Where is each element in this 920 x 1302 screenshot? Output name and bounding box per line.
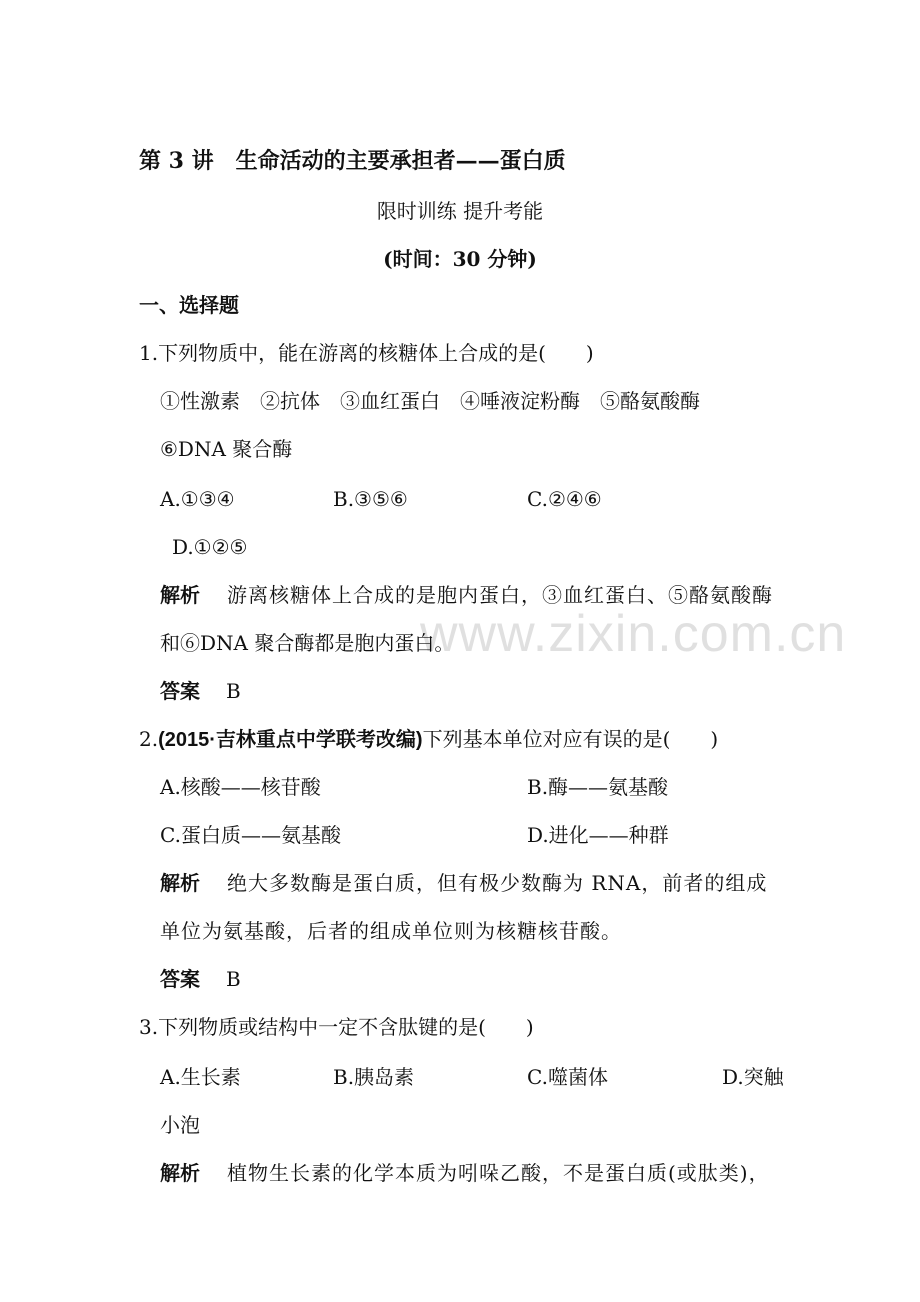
- q3-option-d-continued: 小泡: [160, 1113, 200, 1137]
- q2-stem-source: (2015·吉林重点中学联考改编): [158, 729, 423, 751]
- q3-stem: 3.下列物质或结构中一定不含肽键的是( ): [139, 1015, 534, 1039]
- q1-items-line2: ⑥DNA 聚合酶: [160, 437, 293, 461]
- q1-option-d: D.①②⑤: [172, 535, 248, 559]
- q3-analysis-label: 解析: [160, 1161, 200, 1185]
- q2-analysis-label: 解析: [160, 871, 200, 895]
- q1-answer: B: [226, 679, 241, 703]
- q2-stem: [139, 726, 718, 753]
- q2-option-a: A.核酸——核苷酸: [160, 775, 321, 799]
- q1-option-a: A.①③④: [160, 487, 235, 511]
- q3-option-c: C.噬菌体: [527, 1065, 608, 1089]
- q3-option-d: D.突触: [722, 1065, 784, 1089]
- q1-option-c: C.②④⑥: [527, 487, 602, 511]
- q3-analysis-line1: 植物生长素的化学本质为吲哚乙酸，不是蛋白质(或肽类)，: [227, 1161, 770, 1185]
- q3-option-a: A.生长素: [160, 1065, 241, 1089]
- q1-analysis-label: 解析: [160, 583, 200, 607]
- q1-answer-label: 答案: [160, 679, 200, 703]
- q1-stem: 1.下列物质中，能在游离的核糖体上合成的是( ): [139, 341, 594, 365]
- q2-analysis-line2: 单位为氨基酸，后者的组成单位则为核糖核苷酸。: [160, 919, 622, 943]
- q2-option-d: D.进化——种群: [527, 823, 669, 847]
- q2-answer: B: [226, 967, 241, 991]
- q2-option-b: B.酶——氨基酸: [527, 775, 669, 799]
- time-limit: (时间：30 分钟): [383, 247, 537, 271]
- q3-option-b: B.胰岛素: [333, 1065, 415, 1089]
- q2-stem-number: 2.: [139, 727, 159, 751]
- q2-option-c: C.蛋白质——氨基酸: [160, 823, 341, 847]
- watermark: www.zixin.com.cn: [420, 605, 847, 663]
- q1-option-b: B.③⑤⑥: [333, 487, 408, 511]
- q1-analysis-line1: 游离核糖体上合成的是胞内蛋白，③血红蛋白、⑤酪氨酸酶: [227, 583, 773, 607]
- lesson-title: 第 3 讲 生命活动的主要承担者——蛋白质: [139, 148, 566, 174]
- q2-answer-label: 答案: [160, 967, 200, 991]
- q2-stem-text: 下列基本单位对应有误的是( ): [422, 727, 719, 751]
- q2-analysis-line1: 绝大多数酶是蛋白质，但有极少数酶为 RNA，前者的组成: [227, 871, 768, 895]
- q1-items-line1: ①性激素 ②抗体 ③血红蛋白 ④唾液淀粉酶 ⑤酪氨酸酶: [160, 389, 700, 413]
- section-title: 一、选择题: [139, 293, 239, 317]
- q1-analysis-line2: 和⑥DNA 聚合酶都是胞内蛋白。: [160, 631, 455, 655]
- subtitle: 限时训练 提升考能: [376, 199, 544, 223]
